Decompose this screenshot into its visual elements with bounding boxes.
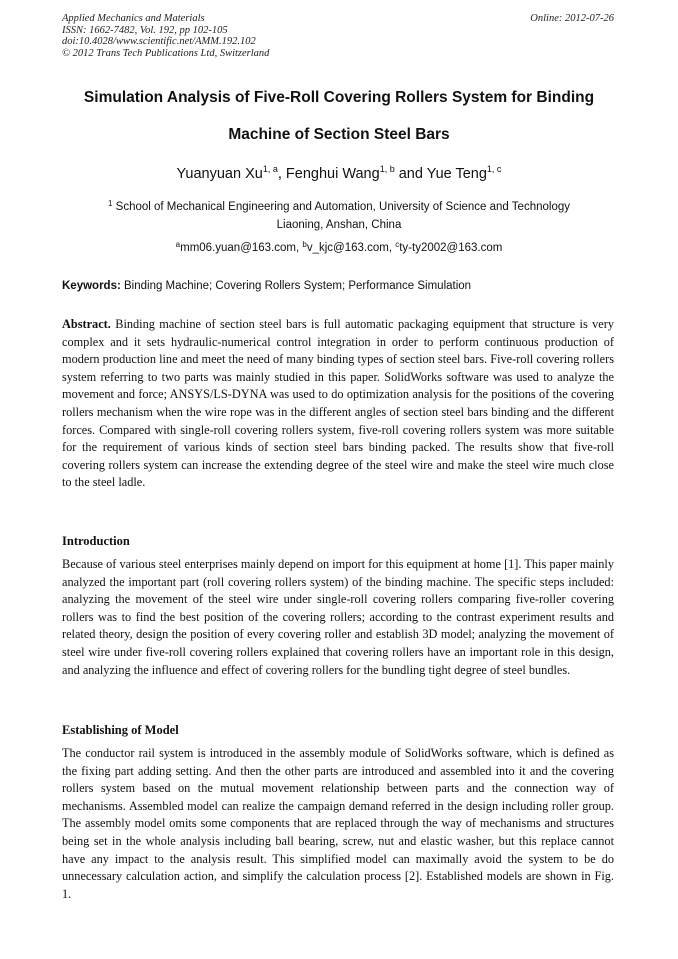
journal-header — [62, 13, 269, 59]
copyright-line: © 2012 Trans Tech Publications Ltd, Switzerland — [62, 47, 270, 59]
journal-name: Applied Mechanics and Materials — [62, 13, 205, 24]
doi-line: doi:10.4028/www.scientific.net/AMM.192.102 — [62, 36, 256, 47]
abstract-paragraph — [62, 316, 614, 492]
introduction-paragraph: Because of various steel enterprises mainly depend on import for this equipment at home [1]. This paper mainly analyzed the important part (roll covering rollers system) of the binding machine. The specific steps included: analyzing the movement of the steel wire under single-roll covering rollers comparing five-roller covering rollers was to find the best position of the covering rollers; according to the contrast experiment results and related theory, design the position of every covering roller and establish 3D model; analyzing the movement of steel wire under five-roll covering rollers explained that covering rollers have an important role in this design, and analyzing the influence and effect of covering rollers for the bundling tight degree of steel bundles. — [62, 557, 614, 677]
author-list — [40, 166, 638, 182]
author-superscript: 1, c — [486, 164, 502, 174]
paper-title-line2: Machine of Section Steel Bars — [228, 126, 450, 143]
establishing-model-paragraph: The conductor rail system is introduced in the assembly module of SolidWorks software, which is defined as the fixing part adding setting. And then the other parts are introduced and assembled into it and the covering rollers system based on the mutual movement relationship between parts and the connection way of mechanisms. Assembled model can realize the campaign demand referred in the design including roller group. The assembly model omits some components that are replaced through the way of mechanisms and structures being set in the whole analysis including ball bearing, screw, nut and elastic washer, but this replace cannot have any impact to the analysis result. This simplified model can maximally avoid the system to be do unnecessary calculation action, and simplify the calculation process [2]. Established models are shown in Fig. 1. — [62, 746, 614, 901]
affiliation-superscript: 1 — [108, 199, 113, 208]
author-name: Fenghui Wang — [285, 166, 380, 182]
author-name: Yue Teng — [426, 166, 487, 182]
paper-title-line1: Simulation Analysis of Five-Roll Covering Rollers System for Binding — [83, 89, 595, 106]
email-superscript: a — [175, 240, 181, 249]
keywords-label: Keywords: — [62, 280, 121, 292]
online-date: Online: 2012-07-26 — [530, 13, 614, 24]
section-heading-establishing-model: Establishing of Model — [62, 723, 179, 737]
keywords-text: Binding Machine; Covering Rollers System; Performance Simulation — [120, 280, 472, 292]
author-separator: , — [277, 166, 286, 182]
section-heading-introduction: Introduction — [62, 534, 130, 548]
keywords-line — [62, 280, 471, 292]
email-superscript: b — [302, 240, 307, 249]
affiliation-text: School of Mechanical Engineering and Automation, University of Science and Technology — [112, 201, 570, 213]
author-name: Yuanyuan Xu — [176, 166, 263, 182]
email-line — [40, 242, 638, 254]
email-c: ty-ty2002@163.com — [399, 242, 503, 254]
email-a: mm06.yuan@163.com, — [180, 242, 303, 254]
issn-line: ISSN: 1662-7482, Vol. 192, pp 102-105 — [62, 24, 228, 36]
author-separator: and — [394, 166, 427, 182]
abstract-text: Binding machine of section steel bars is full automatic packaging equipment that structure is very complex and it sets hydraulic-numerical control integration in order to perform continuous production of modern production line and meet the need of many binding types of section steel bars. Five-roll covering rollers system referring to two parts was mainly studied in this paper. SolidWorks software was used to analyze the movement and force; ANSYS/LS-DYNA was used to do optimization analysis for the positions of the covering rollers mechanism when the wire rope was in the different angles of section steel bars binding and the different forces. Compared with single-roll covering rollers system, five-roll covering rollers system was more suitable for the requirement of various kinds of section steel bars binding packed. The results show that five-roll covering rollers system can increase the extending degree of the steel wire and make the steel wire much close to the steel ladle. — [62, 317, 614, 490]
affiliation-line2: Liaoning, Anshan, China — [276, 219, 402, 231]
email-superscript: c — [395, 240, 400, 249]
author-superscript: 1, b — [379, 164, 395, 174]
affiliation-line1 — [40, 201, 638, 213]
email-b: v_kjc@163.com, — [306, 242, 396, 254]
abstract-label: Abstract. — [62, 317, 111, 331]
author-superscript: 1, a — [262, 164, 278, 174]
